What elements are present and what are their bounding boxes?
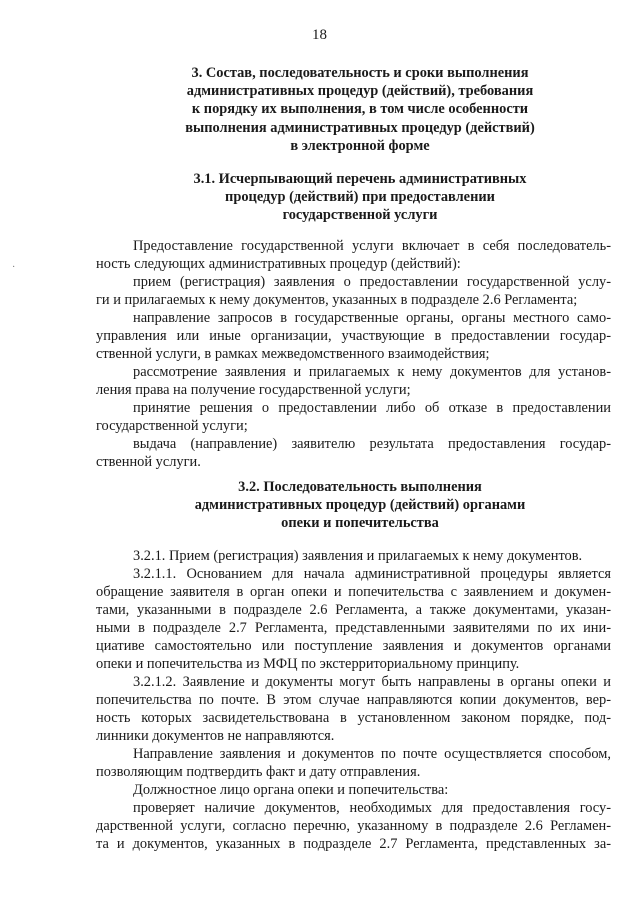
heading-line: в электронной форме — [290, 137, 430, 154]
section-3-1-heading — [100, 170, 620, 225]
text-line: линники документов не направляются. — [96, 728, 335, 744]
text-line: 3.2.1.1. Основанием для начала административной процедуры является — [133, 566, 611, 582]
text-line: выдача (направление) заявителю результата предоставления государ- — [133, 436, 611, 452]
text-line: прием (регистрация) заявления о предоставлении государственной услу- — [133, 274, 611, 290]
text-line: ность следующих административных процедур (действий): — [96, 256, 461, 272]
text-line: ственной услуги, в рамках межведомственного взаимодействия; — [96, 346, 490, 362]
text-line: попечительства по почте. В этом случае направляются копии документов, вер- — [96, 692, 611, 708]
heading-line: опеки и попечительства — [281, 515, 439, 532]
text-line: принятие решения о предоставлении либо об отказе в предоставлении — [133, 400, 611, 416]
page-number: 18 — [312, 27, 327, 43]
text-line: 3.2.1. Прием (регистрация) заявления и прилагаемых к нему документов. — [133, 548, 583, 564]
text-line: ность которых засвидетельствована в установленном законом порядке, под- — [96, 710, 611, 726]
text-line: проверяет наличие документов, необходимых для предоставления госу- — [133, 800, 611, 816]
section-3-heading — [100, 64, 620, 155]
text-line: обращение заявителя в орган опеки и попечительства с заявлением и докумен- — [96, 584, 611, 600]
text-line: Предоставление государственной услуги включает в себя последователь- — [133, 238, 611, 254]
text-line: позволяющим подтвердить факт и дату отправления. — [96, 764, 421, 780]
text-line: управления или иные организации, участвующие в предоставлении государ- — [96, 328, 611, 344]
text-line: направление запросов в государственные органы, органы местного само- — [133, 310, 611, 326]
heading-line: к порядку их выполнения, в том числе особенности — [191, 101, 529, 118]
section-3-2-heading — [100, 478, 620, 533]
heading-line: 3. Состав, последовательность и сроки выполнения — [191, 65, 529, 81]
text-line: циативе самостоятельно или поступление заявления и документов органами — [96, 638, 611, 654]
text-line: ги и прилагаемых к нему документов, указанных в подразделе 2.6 Регламента; — [96, 292, 578, 308]
heading-line: административных процедур (действий), требования — [186, 83, 534, 100]
heading-line: государственной услуги — [282, 207, 438, 224]
text-line: 3.2.1.2. Заявление и документы могут быть направлены в органы опеки и — [133, 674, 611, 690]
margin-mark: · — [12, 262, 16, 273]
text-line: Направление заявления и документов по почте осуществляется способом, — [133, 746, 611, 762]
text-line: ственной услуги. — [96, 454, 201, 470]
text-line: рассмотрение заявления и прилагаемых к нему документов для установ- — [133, 364, 611, 380]
heading-line: 3.2. Последовательность выполнения — [238, 479, 482, 495]
heading-line: выполнения административных процедур (действий) — [185, 119, 535, 136]
text-line: дарственной услуги, согласно перечню, указанному в подразделе 2.6 Регламен- — [96, 818, 611, 834]
text-line: тами, указанными в подразделе 2.6 Регламента, а также документами, указан- — [96, 602, 611, 618]
heading-line: 3.1. Исчерпывающий перечень административных — [193, 171, 527, 187]
text-line: ными в подразделе 2.7 Регламента, представленными заявителями по их ини- — [96, 620, 611, 636]
heading-line: административных процедур (действий) органами — [194, 497, 526, 514]
text-line: ления права на получение государственной услуги; — [96, 382, 411, 398]
text-line: та и документов, указанных в подразделе 2.7 Регламента, представленных за- — [96, 836, 611, 852]
text-line: опеки и попечительства из МФЦ по экстерриториальному принципу. — [96, 656, 520, 672]
text-line: государственной услуги; — [96, 418, 248, 434]
text-line: Должностное лицо органа опеки и попечительства: — [133, 782, 449, 798]
heading-line: процедур (действий) при предоставлении — [225, 189, 495, 206]
